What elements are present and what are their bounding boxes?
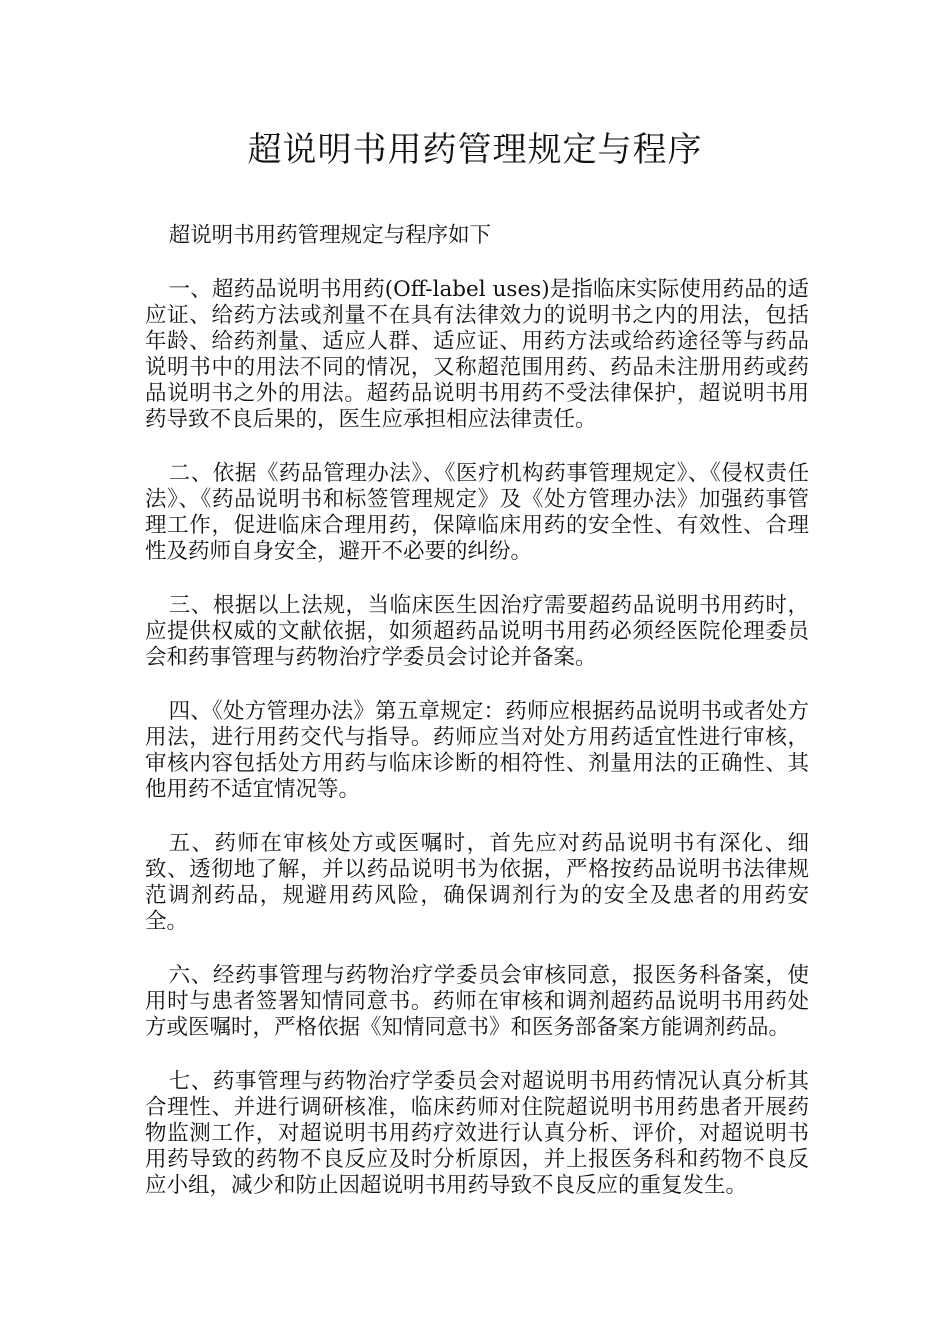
paragraph-4: 四、《处方管理办法》第五章规定：药师应根据药品说明书或者处方用法，进行用药交代与指导。药师应当对处方用药适宜性进行审核，审核内容包括处方用药与临床诊断的相符性、剂量用法的正确性、其他用药不适宜情况等。 [145,699,809,802]
paragraph-2: 二、依据《药品管理办法》、《医疗机构药事管理规定》、《侵权责任法》、《药品说明书和标签管理规定》及《处方管理办法》加强药事管理工作，促进临床合理用药，保障临床用药的安全性、有效性、合理性及药师自身安全，避开不必要的纠纷。 [145,461,809,564]
document-title: 超说明书用药管理规定与程序 [247,130,703,170]
paragraph-7: 七、药事管理与药物治疗学委员会对超说明书用药情况认真分析其合理性、并进行调研核准，临床药师对住院超说明书用药患者开展药物监测工作，对超说明书用药疗效进行认真分析、评价，对超说明书用药导致的药物不良反应及时分析原因，并上报医务科和药物不良反应小组，减少和防止因超说明书用药导致不良反应的重复发生。 [145,1069,809,1198]
paragraph-1: 一、超药品说明书用药(Off-label uses)是指临床实际使用药品的适应证、给药方法或剂量不在具有法律效力的说明书之内的用法，包括年龄、给药剂量、适应人群、适应证、用药方法或给药途径等与药品说明书中的用法不同的情况，又称超范围用药、药品未注册用药或药品说明书之外的用法。超药品说明书用药不受法律保护，超说明书用药导致不良后果的，医生应承担相应法律责任。 [145,277,809,432]
paragraph-5: 五、药师在审核处方或医嘱时，首先应对药品说明书有深化、细致、透彻地了解，并以药品说明书为依据，严格按药品说明书法律规范调剂药品，规避用药风险，确保调剂行为的安全及患者的用药安全。 [145,831,809,934]
paragraph-3: 三、根据以上法规，当临床医生因治疗需要超药品说明书用药时，应提供权威的文献依据，如须超药品说明书用药必须经医院伦理委员会和药事管理与药物治疗学委员会讨论并备案。 [145,593,809,670]
intro-paragraph: 超说明书用药管理规定与程序如下 [168,223,492,248]
paragraph-6: 六、经药事管理与药物治疗学委员会审核同意，报医务科备案，使用时与患者签署知情同意书。药师在审核和调剂超药品说明书用药处方或医嘱时，严格依据《知情同意书》和医务部备案方能调剂药品。 [145,963,809,1040]
document-body [145,223,809,1227]
